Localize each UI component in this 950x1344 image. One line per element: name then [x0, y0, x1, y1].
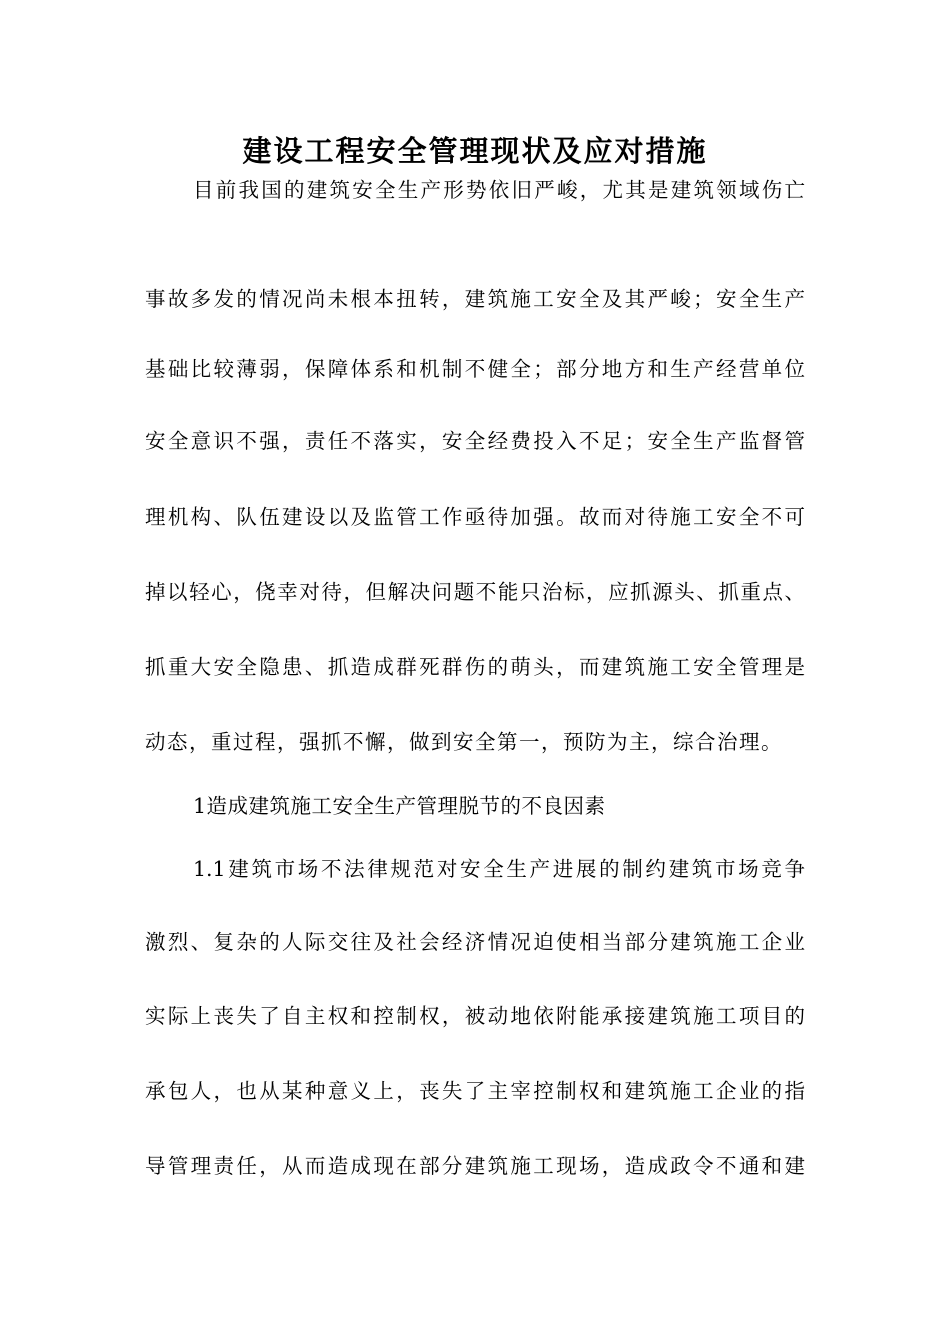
paragraph-line: 激烈、复杂的人际交往及社会经济情况迫使相当部分建筑施工企业: [145, 930, 805, 954]
paragraph-line: 掉以轻心，侥幸对待，但解决问题不能只治标，应抓源头、抓重点、: [145, 580, 805, 604]
paragraph-line: 目前我国的建筑安全生产形势依旧严峻，尤其是建筑领域伤亡: [193, 178, 805, 202]
subsection-line: 1.1建筑市场不法律规范对安全生产进展的制约建筑市场竞争: [193, 857, 805, 881]
paragraph-line: 抓重大安全隐患、抓造成群死群伤的萌头，而建筑施工安全管理是: [145, 655, 805, 679]
document-title: 建设工程安全管理现状及应对措施: [242, 134, 708, 168]
paragraph-line: 事故多发的情况尚未根本扭转，建筑施工安全及其严峻；安全生产: [145, 287, 805, 311]
paragraph-line: 实际上丧失了自主权和控制权，被动地依附能承接建筑施工项目的: [145, 1004, 805, 1028]
paragraph-line: 动态，重过程，强抓不懈，做到安全第一，预防为主，综合治理。: [145, 730, 783, 754]
paragraph-line: 导管理责任，从而造成现在部分建筑施工现场，造成政令不通和建: [145, 1154, 805, 1178]
section-heading: 1造成建筑施工安全生产管理脱节的不良因素: [193, 794, 606, 818]
paragraph-line: 基础比较薄弱，保障体系和机制不健全；部分地方和生产经营单位: [145, 357, 805, 381]
paragraph-line: 承包人，也从某种意义上，丧失了主宰控制权和建筑施工企业的指: [145, 1079, 805, 1103]
paragraph-line: 理机构、队伍建设以及监管工作亟待加强。故而对待施工安全不可: [145, 505, 805, 529]
paragraph-line: 安全意识不强，责任不落实，安全经费投入不足；安全生产监督管: [145, 429, 805, 453]
